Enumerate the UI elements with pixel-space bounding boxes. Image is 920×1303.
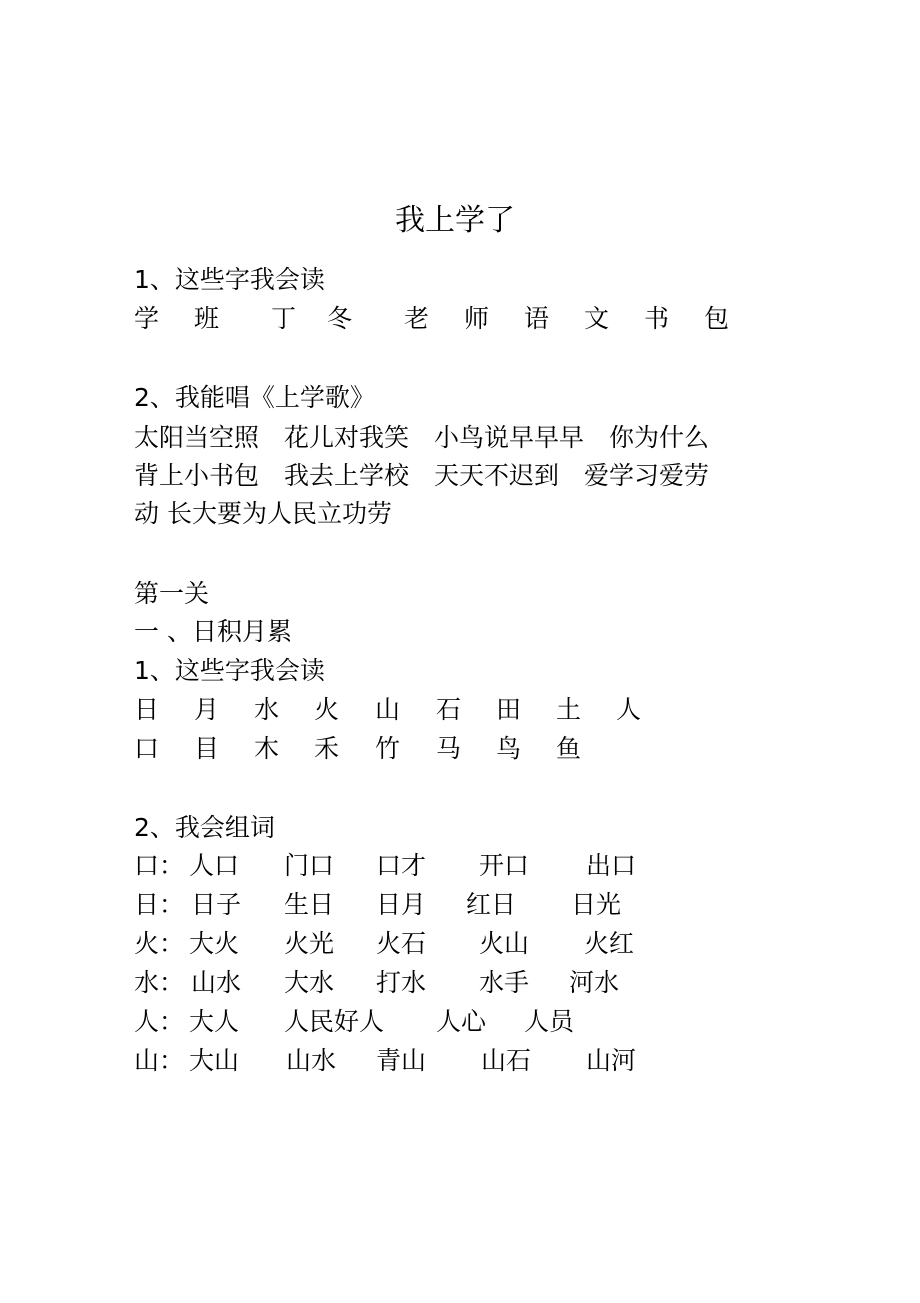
word-item: 大火 [189, 929, 240, 958]
word-item: 人民好人 [284, 1007, 385, 1036]
char-item: 竹 [375, 734, 401, 763]
level-heading: 第一关 [134, 579, 210, 608]
char-item: 包 [704, 304, 730, 333]
word-item: 青山 [376, 1046, 427, 1075]
word-item: 开口 [479, 851, 530, 880]
char-item: 田 [496, 695, 522, 724]
word-item: 火红 [584, 929, 635, 958]
word-key: 口： [134, 851, 185, 880]
word-item: 红日 [466, 890, 517, 919]
char-item: 土 [556, 695, 582, 724]
word-key: 山： [134, 1046, 185, 1075]
word-item: 人员 [524, 1007, 575, 1036]
char-item: 老 [404, 304, 430, 333]
char-item: 山 [375, 695, 401, 724]
word-key: 人： [134, 1007, 185, 1036]
char-item: 师 [464, 304, 490, 333]
char-item: 月 [194, 695, 220, 724]
word-key: 水： [134, 968, 185, 997]
section-heading: 一 、日积月累 [134, 617, 292, 646]
word-item: 火石 [376, 929, 427, 958]
char-item: 水 [254, 695, 280, 724]
part1-heading: 1、这些字我会读 [134, 265, 325, 294]
word-item: 日月 [376, 890, 427, 919]
sub2-heading: 2、我会组词 [134, 813, 275, 842]
char-item: 丁 [271, 304, 297, 333]
char-item: 木 [254, 734, 280, 763]
char-item: 学 [134, 304, 160, 333]
char-item: 马 [436, 734, 462, 763]
word-item: 大山 [189, 1046, 240, 1075]
song-lyric-line: 动 长大要为人民立功劳 [134, 499, 392, 528]
word-item: 山河 [586, 1046, 637, 1075]
char-item: 鱼 [556, 734, 582, 763]
char-item: 冬 [327, 304, 353, 333]
word-item: 日光 [571, 890, 622, 919]
word-item: 山水 [286, 1046, 337, 1075]
word-item: 火光 [284, 929, 335, 958]
word-item: 山水 [191, 968, 242, 997]
word-item: 生日 [284, 890, 335, 919]
word-item: 打水 [376, 968, 427, 997]
word-item: 火山 [479, 929, 530, 958]
char-item: 日 [134, 695, 160, 724]
song-lyric-line: 背上小书包 我去上学校 天天不迟到 爱学习爱劳 [134, 461, 710, 490]
song-lyric-line: 太阳当空照 花儿对我笑 小鸟说早早早 你为什么 [134, 423, 710, 452]
char-item: 火 [314, 695, 340, 724]
part2-heading: 2、我能唱《上学歌》 [134, 383, 375, 412]
word-item: 日子 [191, 890, 242, 919]
char-item: 目 [194, 734, 220, 763]
word-item: 人心 [436, 1007, 487, 1036]
word-key: 日： [134, 890, 185, 919]
char-item: 人 [616, 695, 642, 724]
char-item: 文 [584, 304, 610, 333]
char-item: 书 [644, 304, 670, 333]
char-item: 禾 [314, 734, 340, 763]
char-item: 语 [524, 304, 550, 333]
word-item: 人口 [189, 851, 240, 880]
word-item: 河水 [569, 968, 620, 997]
sub1-heading: 1、这些字我会读 [134, 656, 325, 685]
word-item: 大水 [284, 968, 335, 997]
word-key: 火： [134, 929, 185, 958]
word-item: 水手 [479, 968, 530, 997]
word-item: 山石 [481, 1046, 532, 1075]
char-item: 班 [194, 304, 220, 333]
char-item: 鸟 [496, 734, 522, 763]
char-item: 口 [134, 734, 160, 763]
document-title: 我上学了 [395, 203, 515, 238]
word-item: 出口 [586, 851, 637, 880]
word-item: 口才 [376, 851, 427, 880]
word-item: 大人 [189, 1007, 240, 1036]
word-item: 门口 [284, 851, 335, 880]
char-item: 石 [436, 695, 462, 724]
